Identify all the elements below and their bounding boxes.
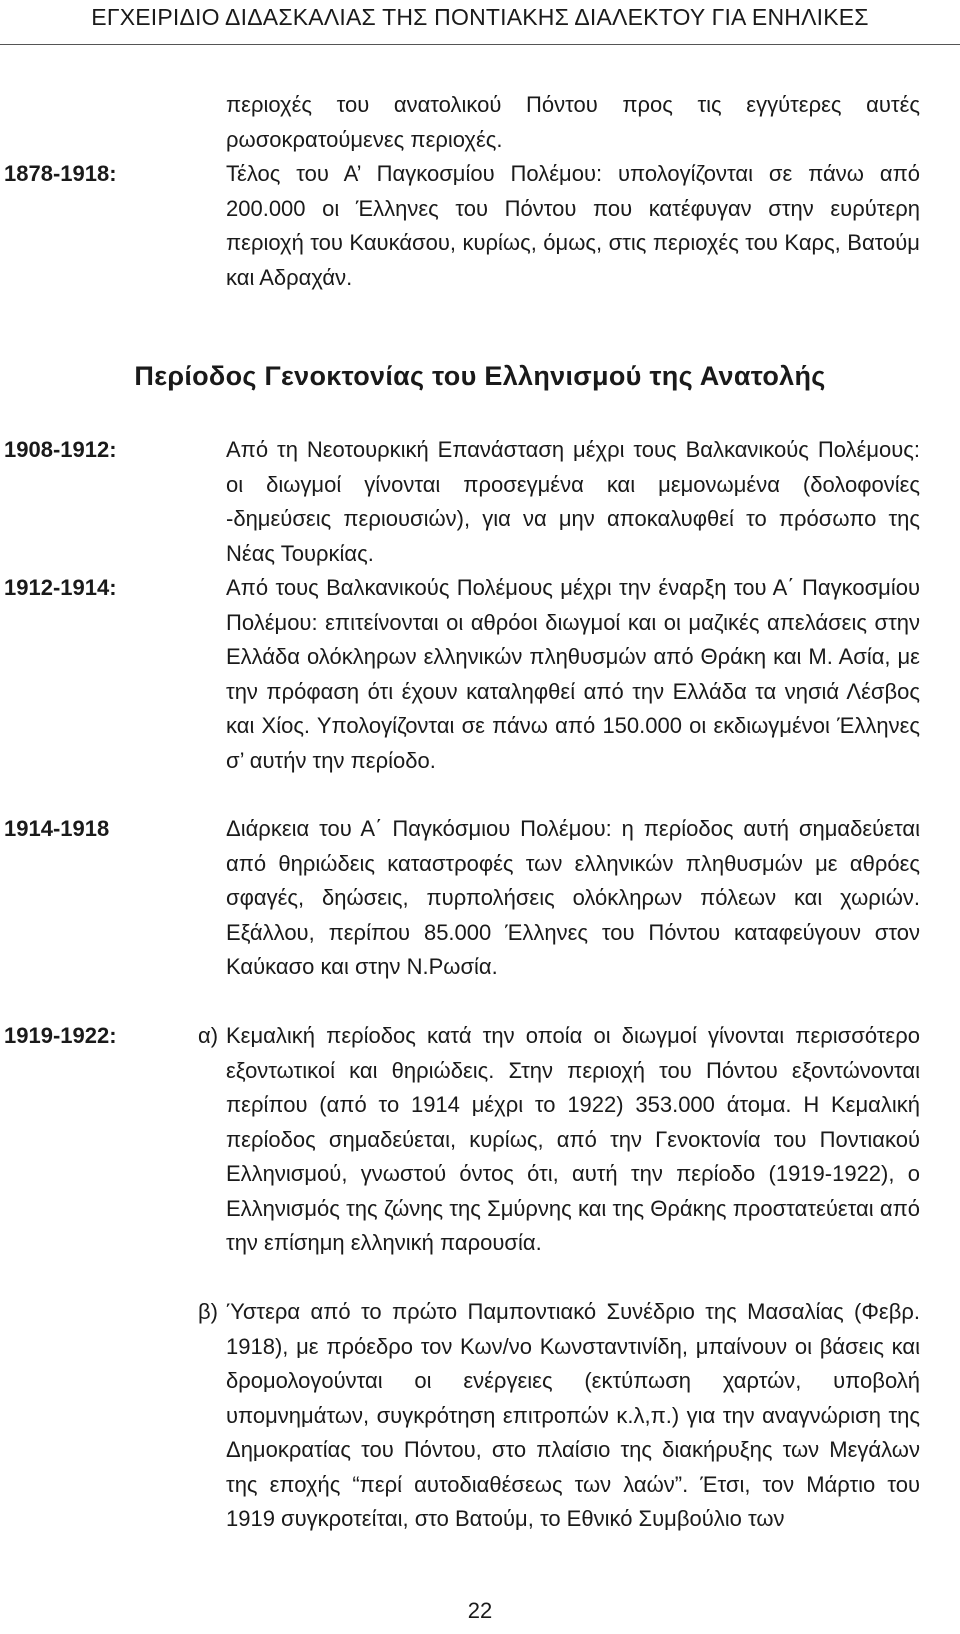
entry-text: Τέλος του Α’ Παγκοσμίου Πολέμου: υπολογίζονται σε πάνω από 200.000 οι Έλληνες του Πόντου που κατέφυγαν στην ευρύτερη περιοχή του Καυκάσου, κυρίως, όμως, στις περιοχές του Καρς, Βατούμ και Αδραχάν. [226,161,920,290]
entry-text: Από τους Βαλκανικούς Πολέμους μέχρι την έναρξη του Α΄ Παγκοσμίου Πολέμου: επιτείνονται οι αθρόοι διωγμοί και οι μαζικές απελάσεις στην Ελλάδα ολόκληρων ελληνικών πληθυσμών από Θράκη και Μ. Ασία, με την πρόφαση ότι έχουν καταληφθεί από την Ελλάδα τα νησιά Λέσβος και Χίος. Υπολογίζονται σε πάνω από 150.000 οι εκδιωγμένοι Έλληνες σ’ αυτήν την περίοδο. [226,575,920,773]
intro-continuation-text: περιοχές του ανατολικού Πόντου προς τις εγγύτερες αυτές ρωσοκρατούμενες περιοχές. [226,92,920,152]
entry-text: Κεμαλική περίοδος κατά την οποία οι διωγμοί γίνονται περισσότερο εξοντωτικοί και θηριώδεις. Στην περιοχή του Πόντου εξοντώνονται περίπου (από το 1914 μέχρι το 1922) 353.000 άτομα. Η Κεμαλική περίοδος σημαδεύεται, κυρίως, από την Γενοκτονία του Ποντιακού Ελληνισμού, γνωστού όντος ότι, αυτή την περίοδο (1919-1922), ο Ελληνισμός της ζώνης της Σμύρνης και της Θράκης προστατεύεται από την επίσημη ελληνική παρουσία. [226,1023,920,1255]
list-marker: β) [198,1299,218,1324]
entry-date: 1914-1918 [4,816,110,841]
entry-date: 1878-1918: [4,161,117,186]
section-title: Περίοδος Γενοκτονίας του Ελληνισμού της Ανατολής [134,361,826,391]
entry-date: 1908-1912: [4,437,117,462]
header-rule [0,44,960,45]
entry-text: Ύστερα από το πρώτο Παμποντιακό Συνέδριο της Μασαλίας (Φεβρ. 1918), με πρόεδρο τον Κων/νο Κωνσταντινίδη, μπαίνουν οι βάσεις και δρομολογούνται οι ενέργειες (εκτύπωση χαρτών, υποβολή υπομνημάτων, συγκρότηση επιτροπών κ.λ,π.) για την αναγνώριση της Δημοκρατίας του Πόντου, στο πλαίσιο της διακήρυξης των Μεγάλων της εποχής “περί αυτοδιαθέσεως των λαών”. Έτσι, τον Μάρτιο του 1919 συγκροτείται, στο Βατούμ, το Εθνικό Συμβούλιο των [226,1299,920,1531]
page-number: 22 [467,1598,493,1623]
running-header: ΕΓΧΕΙΡΙΔΙΟ ΔΙΔΑΣΚΑΛΙΑΣ ΤΗΣ ΠΟΝΤΙΑΚΗΣ ΔΙΑΛΕΚΤΟΥ ΓΙΑ ΕΝΗΛΙΚΕΣ [91,4,869,30]
entry-text: Από τη Νεοτουρκική Επανάσταση μέχρι τους Βαλκανικούς Πολέμους: οι διωγμοί γίνονται προσεγμένα και μεμονωμένα (δολοφονίες -δημεύσεις περιουσιών), για να μην αποκαλυφθεί το πρόσωπο της Νέας Τουρκίας. [226,437,920,566]
entry-text: Διάρκεια του Α΄ Παγκόσμιου Πολέμου: η περίοδος αυτή σημαδεύεται από θηριώδεις καταστροφές των ελληνικών πληθυσμών με αθρόες σφαγές, δηώσεις, πυρπολήσεις ολόκληρων πόλεων και χωριών. Εξάλλου, περίπου 85.000 Έλληνες του Πόντου καταφεύγουν στον Καύκασο και στην Ν.Ρωσία. [226,816,920,979]
list-marker: α) [198,1023,219,1048]
entry-date: 1912-1914: [4,575,117,600]
entry-date: 1919-1922: [4,1023,117,1048]
